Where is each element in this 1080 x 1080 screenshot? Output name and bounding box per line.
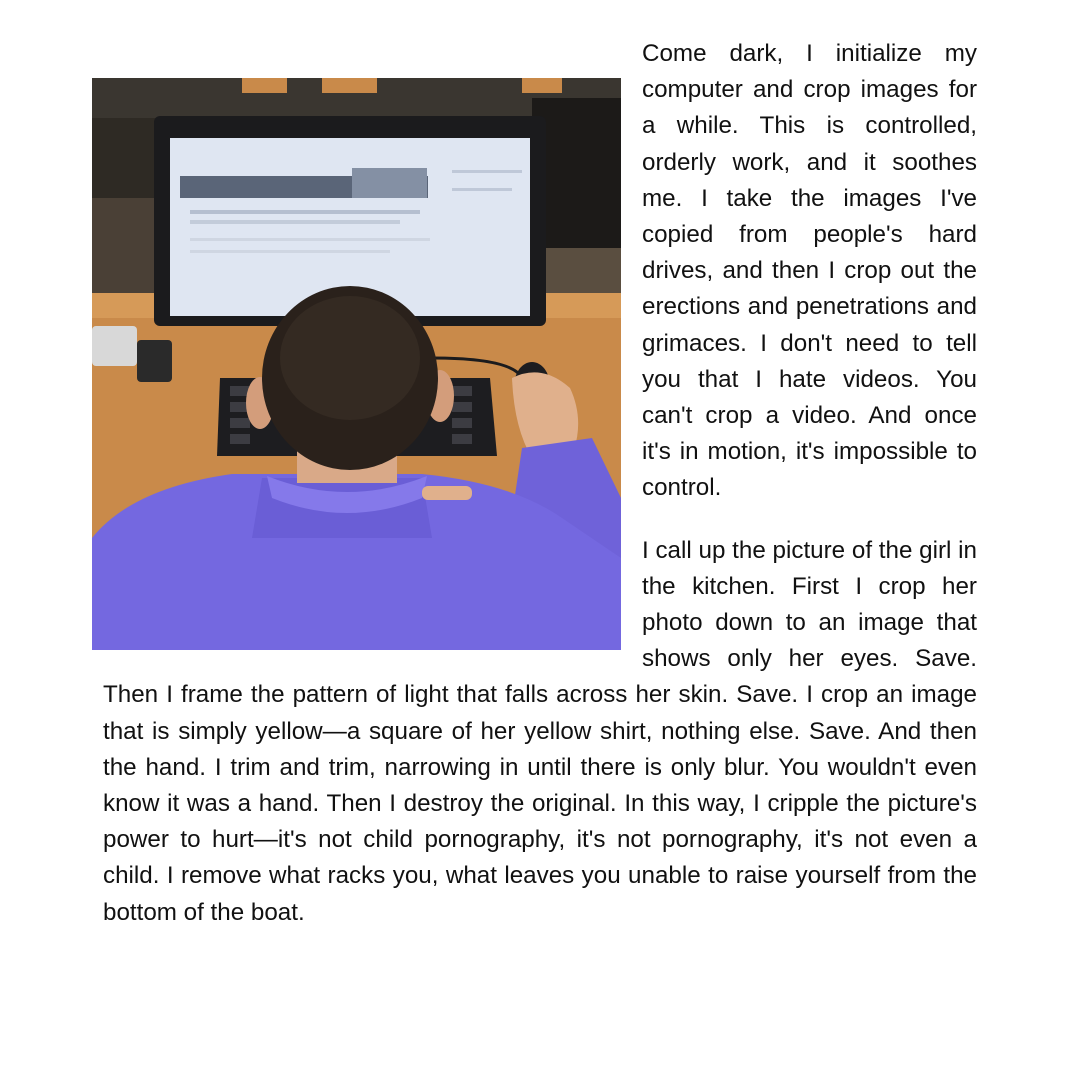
paragraph-1 xyxy=(103,36,977,507)
photo-illustration xyxy=(92,78,621,650)
paragraph-1-text: Come dark, I initialize my computer and crop images for a while. This is controlled, orderly work, and it soothes me. I take the images I've copied from people's hard drives, and then I crop out the erections and penetrations and grimaces. I don't need to tell you that I hate videos. You can't crop a video. And once it's in motion, it's impossible to control. xyxy=(642,40,977,502)
story-text xyxy=(103,36,977,931)
photo-man-at-computer xyxy=(92,78,621,650)
paragraph-2: I call up the picture of the girl in the kitchen. First I crop her photo down to an image that shows only her eyes. Save. Then I frame the pattern of light that falls across her skin. Save. I crop an image that is simply yellow—a square of her yellow shirt, nothing else. Save. And then the hand. I trim and trim, narrowing in until there is only blur. You wouldn't even know it was a hand. Then I destroy the original. In this way, I cripple the picture's power to hurt—it's not child pornography, it's not pornography, it's not even a child. I remove what racks you, what leaves you unable to raise yourself from the bottom of the boat. xyxy=(103,536,977,926)
